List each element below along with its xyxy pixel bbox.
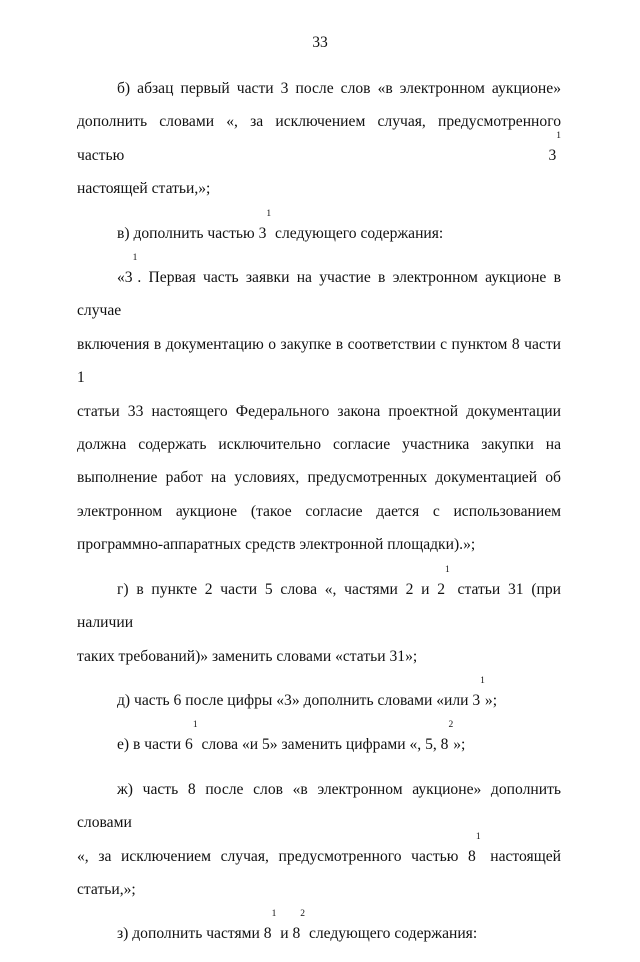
superscript: 1 <box>475 831 481 842</box>
text-segment: »; <box>453 736 466 754</box>
document-body <box>77 72 561 962</box>
paragraph-g <box>77 564 561 673</box>
text-segment: »; <box>484 691 498 709</box>
paragraph-v <box>77 208 561 250</box>
text-segment: дополнить словами «, за исключением случая, предусмотренного частью 3 <box>77 113 561 164</box>
text-segment: должна содержать исключительно согласие участника закупки на <box>77 436 561 454</box>
text-line <box>77 72 561 105</box>
text-line <box>77 873 561 906</box>
text-segment: программно-аппаратных средств электронной площадки).»; <box>77 536 476 554</box>
text-segment: статьи,»; <box>77 880 136 898</box>
text-line <box>77 461 561 494</box>
text-segment: следующего содержания: <box>305 925 478 943</box>
text-segment: з) дополнить частями 8 <box>117 925 272 943</box>
text-line <box>77 395 561 428</box>
superscript: 1 <box>445 564 450 575</box>
superscript: 2 <box>300 909 306 920</box>
superscript: 1 <box>132 253 138 264</box>
text-segment: настоящей статьи,»; <box>77 180 211 198</box>
superscript: 1 <box>480 675 485 686</box>
text-segment: б) абзац первый части 3 после слов «в электронном аукционе» <box>117 80 561 97</box>
text-segment: г) в пункте 2 части 5 слова «, частями 2 и 2 <box>117 580 446 598</box>
text-segment: д) часть 6 после цифры «3» дополнить словами «или 3 <box>117 691 481 709</box>
text-segment: таких требований)» заменить словами «статьи 31»; <box>77 647 418 665</box>
text-line <box>77 640 561 673</box>
superscript: 1 <box>556 130 561 141</box>
text-line <box>77 208 561 250</box>
text-line <box>77 773 561 840</box>
text-line <box>77 428 561 461</box>
text-line <box>77 328 561 395</box>
text-segment: «3 <box>117 269 133 287</box>
text-line <box>77 909 561 950</box>
text-line <box>77 675 561 717</box>
superscript: 1 <box>271 909 277 920</box>
superscript: 2 <box>448 720 454 731</box>
text-segment: статьи 33 настоящего Федерального закона проектной документации <box>77 402 561 420</box>
text-line <box>77 564 561 640</box>
text-segment: слова «и 5» заменить цифрами «, 5, 8 <box>197 736 449 754</box>
text-segment: . Первая часть заявки на участие в электронном аукционе в случае <box>77 269 561 320</box>
text-line <box>77 720 561 761</box>
text-segment: следующего содержания: <box>271 224 444 242</box>
text-segment: статьи 31 (при наличии <box>77 580 561 632</box>
text-segment: ж) часть 8 после слов «в электронном аукционе» дополнить словами <box>77 780 561 832</box>
text-segment: е) в части 6 <box>117 736 193 754</box>
text-segment: выполнение работ на условиях, предусмотренных документацией об <box>77 469 561 487</box>
text-line <box>77 831 561 873</box>
text-line <box>77 172 561 205</box>
text-segment: и 8 <box>276 925 301 943</box>
paragraph-z <box>77 909 561 950</box>
paragraph-b <box>77 72 561 206</box>
text-line <box>77 253 561 328</box>
paragraph-d <box>77 675 561 717</box>
page-number: 33 <box>312 34 328 51</box>
paragraph-e <box>77 720 561 761</box>
text-segment: в) дополнить частью 3 <box>117 224 267 242</box>
paragraph-v-quote <box>77 253 561 562</box>
text-segment: электронном аукционе (такое согласие дается с использованием <box>77 502 561 520</box>
paragraph-zh <box>77 773 561 907</box>
text-line <box>77 528 561 561</box>
text-segment: включения в документацию о закупке в соответствии с пунктом 8 части 1 <box>77 335 561 387</box>
text-segment: «, за исключением случая, предусмотренного частью 8 <box>77 847 476 865</box>
text-line <box>77 105 561 172</box>
text-segment: настоящей <box>480 847 561 865</box>
superscript: 1 <box>192 720 198 731</box>
text-line <box>77 495 561 528</box>
superscript: 1 <box>266 208 272 219</box>
